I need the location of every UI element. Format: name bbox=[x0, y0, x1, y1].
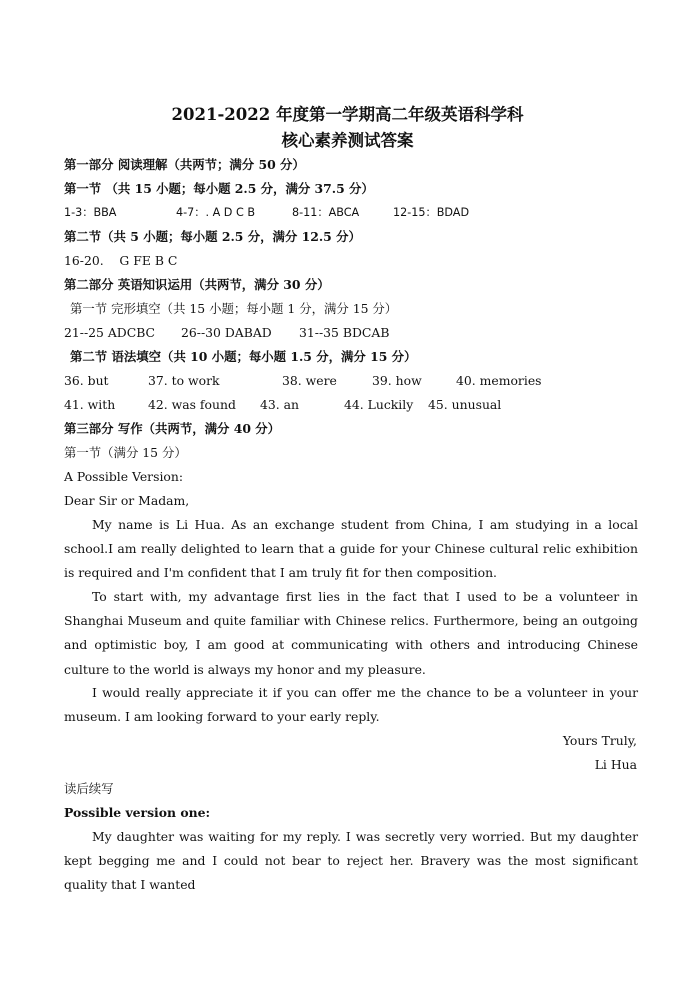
grammar-answer-40: 40. memories bbox=[456, 373, 542, 388]
grammar-answer-36: 36. but bbox=[64, 373, 109, 388]
letter-closing: Yours Truly, bbox=[562, 733, 637, 748]
grammar-answer-42: 42. was found bbox=[148, 397, 236, 412]
page-title-line2: 核心素养测试答案 bbox=[281, 131, 414, 150]
part1-heading: 第一部分 阅读理解（共两节；满分 50 分） bbox=[64, 157, 305, 172]
writing-section1-heading: 第一节（满分 15 分） bbox=[64, 445, 187, 460]
cloze-answers-row bbox=[0, 325, 695, 341]
grammar-answers-row1 bbox=[0, 373, 695, 389]
grammar-answer-43: 43. an bbox=[260, 397, 300, 412]
possible-version-label: A Possible Version: bbox=[64, 469, 184, 484]
answer-group-4-7: 4-7：. A D C B bbox=[176, 206, 255, 219]
grammar-answer-39: 39. how bbox=[372, 373, 422, 388]
grammar-answer-45: 45. unusual bbox=[428, 397, 502, 412]
grammar-answer-38: 38. were bbox=[282, 373, 337, 388]
reading-answers-row bbox=[0, 205, 695, 221]
answer-group-12-15: 12-15：BDAD bbox=[393, 206, 470, 219]
grammar-answer-44: 44. Luckily bbox=[344, 397, 414, 412]
answer-group-8-11: 8-11：ABCA bbox=[292, 206, 360, 219]
section2-answers: 16-20. G FE B C bbox=[64, 253, 178, 268]
letter-signature: Li Hua bbox=[594, 757, 637, 772]
letter-salutation: Dear Sir or Madam, bbox=[64, 493, 190, 508]
grammar-answer-41: 41. with bbox=[64, 397, 116, 412]
grammar-answers-row2 bbox=[0, 397, 695, 413]
continuation-heading: 读后续写 bbox=[64, 781, 114, 796]
part1-section2-heading: 第二节（共 5 小题；每小题 2.5 分，满分 12.5 分） bbox=[64, 229, 361, 244]
version-one-paragraph: My daughter was waiting for my reply. I was secretly very worried. But my daughter kept begging me and I could not bear to reject her. Bravery was the most significant quality that I wanted bbox=[64, 829, 638, 893]
grammar-heading: 第二节 语法填空（共 10 小题；每小题 1.5 分，满分 15 分） bbox=[70, 349, 417, 364]
cloze-group-21-25: 21--25 ADCBC bbox=[64, 325, 156, 340]
grammar-answer-37: 37. to work bbox=[148, 373, 220, 388]
cloze-group-31-35: 31--35 BDCAB bbox=[299, 325, 390, 340]
part2-heading: 第二部分 英语知识运用（共两节，满分 30 分） bbox=[64, 277, 330, 292]
answer-group-1-3: 1-3：BBA bbox=[64, 206, 117, 219]
cloze-heading: 第一节 完形填空（共 15 小题；每小题 1 分，满分 15 分） bbox=[70, 301, 398, 316]
version-one-heading: Possible version one: bbox=[64, 805, 211, 820]
part3-heading: 第三部分 写作（共两节，满分 40 分） bbox=[64, 421, 281, 436]
letter-paragraph-3: I would really appreciate it if you can offer me the chance to be a volunteer in your museum. I am looking forward to your early reply. bbox=[64, 685, 638, 725]
part1-section1-heading: 第一节 （共 15 小题；每小题 2.5 分，满分 37.5 分） bbox=[64, 181, 374, 196]
letter-paragraph-1: My name is Li Hua. As an exchange student from China, I am studying in a local school.I am really delighted to learn that a guide for your Chinese cultural relic exhibition is required and I'm confident that I am truly fit for then composition. bbox=[64, 517, 638, 581]
cloze-group-26-30: 26--30 DABAD bbox=[181, 325, 272, 340]
letter-paragraph-2: To start with, my advantage first lies in the fact that I used to be a volunteer in Shanghai Museum and quite familiar with Chinese relics. Furthermore, being an outgoing and optimistic boy, I am good at communicating with others and introducing Chinese culture to the world is always my honor and my pleasure. bbox=[64, 589, 638, 677]
page-title-line1: 2021-2022 年度第一学期高二年级英语科学科 bbox=[171, 105, 524, 124]
